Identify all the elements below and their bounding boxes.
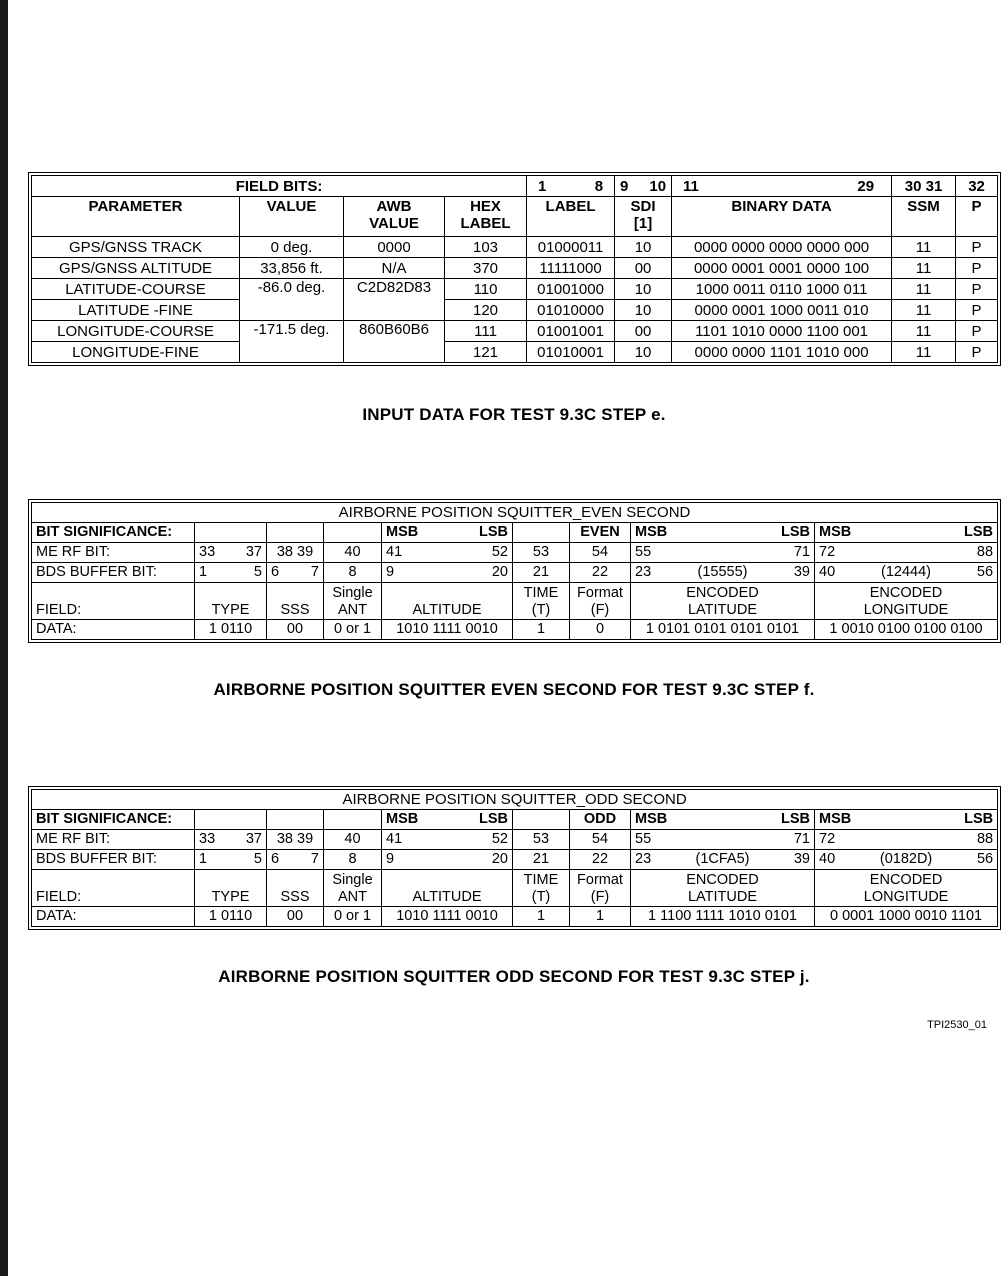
input-data-table xyxy=(31,175,998,363)
p-cell: P xyxy=(956,342,998,363)
label-cell: 01001000 xyxy=(527,279,615,300)
page-edge-bar xyxy=(0,0,8,1276)
even-table-title: AIRBORNE POSITION SQUITTER_EVEN SECOND xyxy=(32,503,998,523)
sdi-bits: 9 10 xyxy=(615,176,672,197)
data-label: DATA: xyxy=(32,907,195,927)
sdi-cell: 10 xyxy=(615,342,672,363)
awb-cell: 0000 xyxy=(344,237,445,258)
field-row: FIELD: TYPE SSS Single ANT ALTITUDE TIME (T) Format (F) ENCODED LATITUDE ENCODED LONGITUDE xyxy=(32,583,998,620)
binary-data-header: BINARY DATA xyxy=(672,197,892,237)
bit-significance-label: BIT SIGNIFICANCE: xyxy=(32,523,195,543)
parameter-cell: GPS/GNSS TRACK xyxy=(32,237,240,258)
ssm-cell: 11 xyxy=(892,258,956,279)
header-row xyxy=(32,197,998,237)
field-row: FIELD: TYPE SSS Single ANT ALTITUDE TIME (T) Format (F) ENCODED LATITUDE ENCODED LONGITUDE xyxy=(32,870,998,907)
parameter-header: PARAMETER xyxy=(32,197,240,237)
p-header: P xyxy=(956,197,998,237)
longitude-msb-lsb: MSB LSB xyxy=(815,810,998,830)
hex-cell: 110 xyxy=(445,279,527,300)
parameter-cell: LONGITUDE-FINE xyxy=(32,342,240,363)
hex-cell: 111 xyxy=(445,321,527,342)
hex-cell: 120 xyxy=(445,300,527,321)
value-cell: 0 deg. xyxy=(240,237,344,258)
p-bits: 32 xyxy=(956,176,998,197)
table-row xyxy=(32,258,998,279)
me-rf-bit-label: ME RF BIT: xyxy=(32,543,195,563)
me-rf-bit-label: ME RF BIT: xyxy=(32,830,195,850)
label-header: LABEL xyxy=(527,197,615,237)
data-label: DATA: xyxy=(32,620,195,640)
label-cell: 01010000 xyxy=(527,300,615,321)
ssm-bits: 30 31 xyxy=(892,176,956,197)
figure-reference: TPI2530_01 xyxy=(927,1019,987,1031)
hex-label-header: HEX LABEL xyxy=(445,197,527,237)
p-cell: P xyxy=(956,258,998,279)
sdi-cell: 00 xyxy=(615,258,672,279)
value-cell: -86.0 deg. xyxy=(240,279,344,321)
binary-cell: 0000 0001 0001 0000 100 xyxy=(672,258,892,279)
even-squitter-table xyxy=(31,502,998,640)
even-caption: AIRBORNE POSITION SQUITTER EVEN SECOND FOR TEST 9.3C STEP f. xyxy=(213,680,815,699)
longitude-msb-lsb: MSB LSB xyxy=(815,523,998,543)
parameter-cell: LONGITUDE-COURSE xyxy=(32,321,240,342)
odd-flag: ODD xyxy=(570,810,631,830)
input-data-caption: INPUT DATA FOR TEST 9.3C STEP e. xyxy=(362,405,666,424)
sdi-cell: 10 xyxy=(615,300,672,321)
p-cell: P xyxy=(956,279,998,300)
binary-cell: 1000 0011 0110 1000 011 xyxy=(672,279,892,300)
field-label: FIELD: xyxy=(32,583,195,620)
data-bits: 11 29 xyxy=(672,176,892,197)
parameter-cell: LATITUDE-COURSE xyxy=(32,279,240,300)
ssm-header: SSM xyxy=(892,197,956,237)
bit-significance-row xyxy=(32,810,998,830)
label-cell: 11111000 xyxy=(527,258,615,279)
parameter-cell: GPS/GNSS ALTITUDE xyxy=(32,258,240,279)
ssm-cell: 11 xyxy=(892,321,956,342)
table-row xyxy=(32,342,998,363)
field-label: FIELD: xyxy=(32,870,195,907)
table-row xyxy=(32,300,998,321)
parameter-cell: LATITUDE -FINE xyxy=(32,300,240,321)
awb-cell: C2D82D83 xyxy=(344,279,445,321)
even-flag: EVEN xyxy=(570,523,631,543)
hex-cell: 121 xyxy=(445,342,527,363)
awb-cell: 860B60B6 xyxy=(344,321,445,363)
bds-buffer-bit-label: BDS BUFFER BIT: xyxy=(32,850,195,870)
awb-value-header: AWB VALUE xyxy=(344,197,445,237)
odd-table-title: AIRBORNE POSITION SQUITTER_ODD SECOND xyxy=(32,790,998,810)
bit-significance-row xyxy=(32,523,998,543)
altitude-msb-lsb: MSB LSB xyxy=(382,523,513,543)
bds-buffer-bit-row: BDS BUFFER BIT: 1 5 6 7 8 9 20 21 22 23 (1CFA5) 39 40 (0182D) 56 xyxy=(32,850,998,870)
me-rf-bit-row: ME RF BIT: 33 37 38 39 40 41 52 53 54 55 71 72 88 xyxy=(32,830,998,850)
binary-cell: 0000 0000 0000 0000 000 xyxy=(672,237,892,258)
data-row: DATA: 1 0110 00 0 or 1 1010 1111 0010 1 0 1 0101 0101 0101 0101 1 0010 0100 0100 0100 xyxy=(32,620,998,640)
field-bits-row xyxy=(32,176,998,197)
bds-buffer-bit-label: BDS BUFFER BIT: xyxy=(32,563,195,583)
table-row xyxy=(32,321,998,342)
table-row xyxy=(32,279,998,300)
bit-significance-label: BIT SIGNIFICANCE: xyxy=(32,810,195,830)
altitude-msb-lsb: MSB LSB xyxy=(382,810,513,830)
value-header: VALUE xyxy=(240,197,344,237)
ssm-cell: 11 xyxy=(892,300,956,321)
label-cell: 01010001 xyxy=(527,342,615,363)
me-rf-bit-row: ME RF BIT: 33 37 38 39 40 41 52 53 54 55 71 72 88 xyxy=(32,543,998,563)
field-bits-label: FIELD BITS: xyxy=(32,176,527,197)
ssm-cell: 11 xyxy=(892,237,956,258)
odd-caption: AIRBORNE POSITION SQUITTER ODD SECOND FOR TEST 9.3C STEP j. xyxy=(218,967,810,986)
sdi-header: SDI [1] xyxy=(615,197,672,237)
sdi-cell: 10 xyxy=(615,279,672,300)
value-cell: 33,856 ft. xyxy=(240,258,344,279)
p-cell: P xyxy=(956,321,998,342)
awb-cell: N/A xyxy=(344,258,445,279)
binary-cell: 0000 0000 1101 1010 000 xyxy=(672,342,892,363)
sdi-cell: 00 xyxy=(615,321,672,342)
binary-cell: 0000 0001 1000 0011 010 xyxy=(672,300,892,321)
ssm-cell: 11 xyxy=(892,279,956,300)
label-bits: 1 8 xyxy=(527,176,615,197)
hex-cell: 103 xyxy=(445,237,527,258)
p-cell: P xyxy=(956,237,998,258)
value-cell: -171.5 deg. xyxy=(240,321,344,363)
label-cell: 01001001 xyxy=(527,321,615,342)
ssm-cell: 11 xyxy=(892,342,956,363)
sdi-cell: 10 xyxy=(615,237,672,258)
table-row xyxy=(32,237,998,258)
latitude-msb-lsb: MSB LSB xyxy=(631,523,815,543)
label-cell: 01000011 xyxy=(527,237,615,258)
data-row: DATA: 1 0110 00 0 or 1 1010 1111 0010 1 1 1 1100 1111 1010 0101 0 0001 1000 0010 1101 xyxy=(32,907,998,927)
latitude-msb-lsb: MSB LSB xyxy=(631,810,815,830)
odd-squitter-table xyxy=(31,789,998,927)
p-cell: P xyxy=(956,300,998,321)
binary-cell: 1101 1010 0000 1100 001 xyxy=(672,321,892,342)
hex-cell: 370 xyxy=(445,258,527,279)
bds-buffer-bit-row: BDS BUFFER BIT: 1 5 6 7 8 9 20 21 22 23 (15555) 39 40 (12444) 56 xyxy=(32,563,998,583)
